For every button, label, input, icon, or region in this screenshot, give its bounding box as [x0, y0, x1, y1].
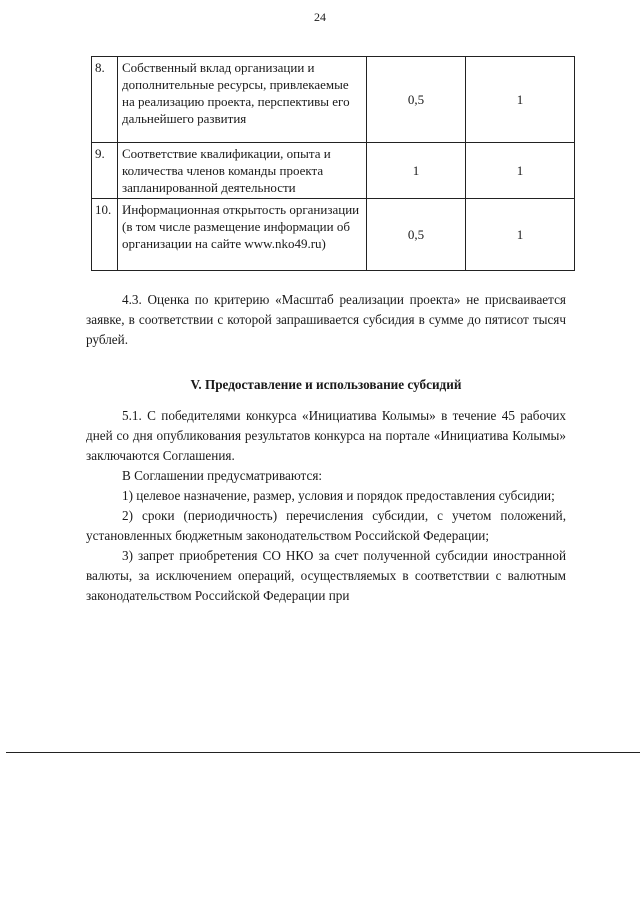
criterion-max: 1 — [466, 57, 575, 143]
list-item-1: 1) целевое назначение, размер, условия и порядок предоставления субсидии; — [122, 488, 555, 503]
row-number: 9. — [92, 143, 118, 199]
criterion-score: 0,5 — [367, 57, 466, 143]
list-item-2: 2) сроки (периодичность) перечисления субсидии, с учетом положений, установленных бюджетным законодательством Российской Федерации; — [86, 508, 566, 543]
section-body — [86, 406, 566, 606]
criterion-max: 1 — [466, 199, 575, 271]
criterion-score: 0,5 — [367, 199, 466, 271]
paragraph-5-1: 5.1. С победителями конкурса «Инициатива Колымы» в течение 45 рабочих дней со дня опубликования результатов конкурса на портале «Инициатива Колымы» заключаются Соглашения. — [86, 408, 566, 463]
list-item-3: 3) запрет приобретения СО НКО за счет полученной субсидии иностранной валюты, за исключением операций, осуществляемых в соответствии с валютным законодательством Российской Федерации при — [86, 548, 566, 603]
page-number: 24 — [314, 10, 326, 24]
criteria-table — [91, 56, 575, 271]
row-number: 8. — [92, 57, 118, 143]
table-row — [92, 143, 575, 199]
paragraph-provides: В Соглашении предусматриваются: — [122, 468, 323, 483]
criterion-name: Собственный вклад организации и дополнительные ресурсы, привлекаемые на реализацию проекта, перспективы его дальнейшего развития — [118, 57, 367, 143]
paragraph-4-3-block — [86, 290, 566, 350]
criterion-name: Информационная открытость организации (в том числе размещение информации об организации на сайте www.nko49.ru) — [118, 199, 367, 271]
criterion-max: 1 — [466, 143, 575, 199]
table-row — [92, 57, 575, 143]
criterion-score: 1 — [367, 143, 466, 199]
bottom-divider — [6, 752, 640, 753]
table-row — [92, 199, 575, 271]
paragraph-4-3: 4.3. Оценка по критерию «Масштаб реализации проекта» не присваивается заявке, в соответствии с которой запрашивается субсидия в сумме до пятисот тысяч рублей. — [86, 292, 566, 347]
criterion-name: Соответствие квалификации, опыта и количества членов команды проекта запланированной деятельности — [118, 143, 367, 199]
row-number: 10. — [92, 199, 118, 271]
section-title: V. Предоставление и использование субсидий — [190, 377, 462, 392]
